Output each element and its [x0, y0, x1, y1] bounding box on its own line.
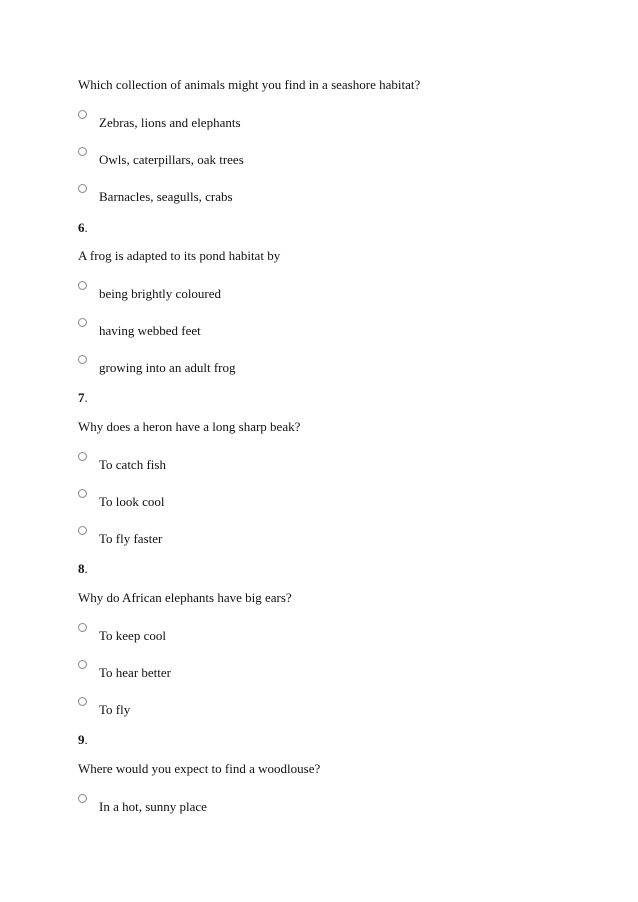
option-label: having webbed feet: [99, 323, 201, 338]
option-label: To hear better: [99, 665, 171, 680]
radio-button-icon[interactable]: [78, 794, 87, 803]
question-5-text: Which collection of animals might you find in a seashore habitat?: [78, 77, 421, 92]
radio-button-icon[interactable]: [78, 697, 87, 706]
option-label: In a hot, sunny place: [99, 799, 207, 814]
question-7-number: 7.: [78, 390, 88, 405]
question-9-text: Where would you expect to find a woodlouse?: [78, 761, 321, 776]
option-label: To fly: [99, 702, 131, 717]
question-6-text: A frog is adapted to its pond habitat by: [78, 248, 281, 263]
option-label: To fly faster: [99, 531, 163, 546]
radio-button-icon[interactable]: [78, 147, 87, 156]
option-label: Owls, caterpillars, oak trees: [99, 152, 244, 167]
option-label: growing into an adult frog: [99, 360, 236, 375]
question-9-number: 9.: [78, 732, 88, 747]
question-8-number: 8.: [78, 561, 88, 576]
option-label: To keep cool: [99, 628, 166, 643]
question-7-text: Why does a heron have a long sharp beak?: [78, 419, 301, 434]
option-label: being brightly coloured: [99, 286, 222, 301]
question-8-text: Why do African elephants have big ears?: [78, 590, 292, 605]
radio-button-icon[interactable]: [78, 489, 87, 498]
option-label: Zebras, lions and elephants: [99, 115, 241, 130]
radio-button-icon[interactable]: [78, 281, 87, 290]
radio-button-icon[interactable]: [78, 452, 87, 461]
option-label: Barnacles, seagulls, crabs: [99, 189, 233, 204]
radio-button-icon[interactable]: [78, 526, 87, 535]
question-6-number: 6.: [78, 220, 88, 235]
radio-button-icon[interactable]: [78, 355, 87, 364]
radio-button-icon[interactable]: [78, 110, 87, 119]
radio-button-icon[interactable]: [78, 318, 87, 327]
radio-button-icon[interactable]: [78, 184, 87, 193]
option-label: To look cool: [99, 494, 165, 509]
radio-button-icon[interactable]: [78, 660, 87, 669]
option-label: To catch fish: [99, 457, 166, 472]
radio-button-icon[interactable]: [78, 623, 87, 632]
